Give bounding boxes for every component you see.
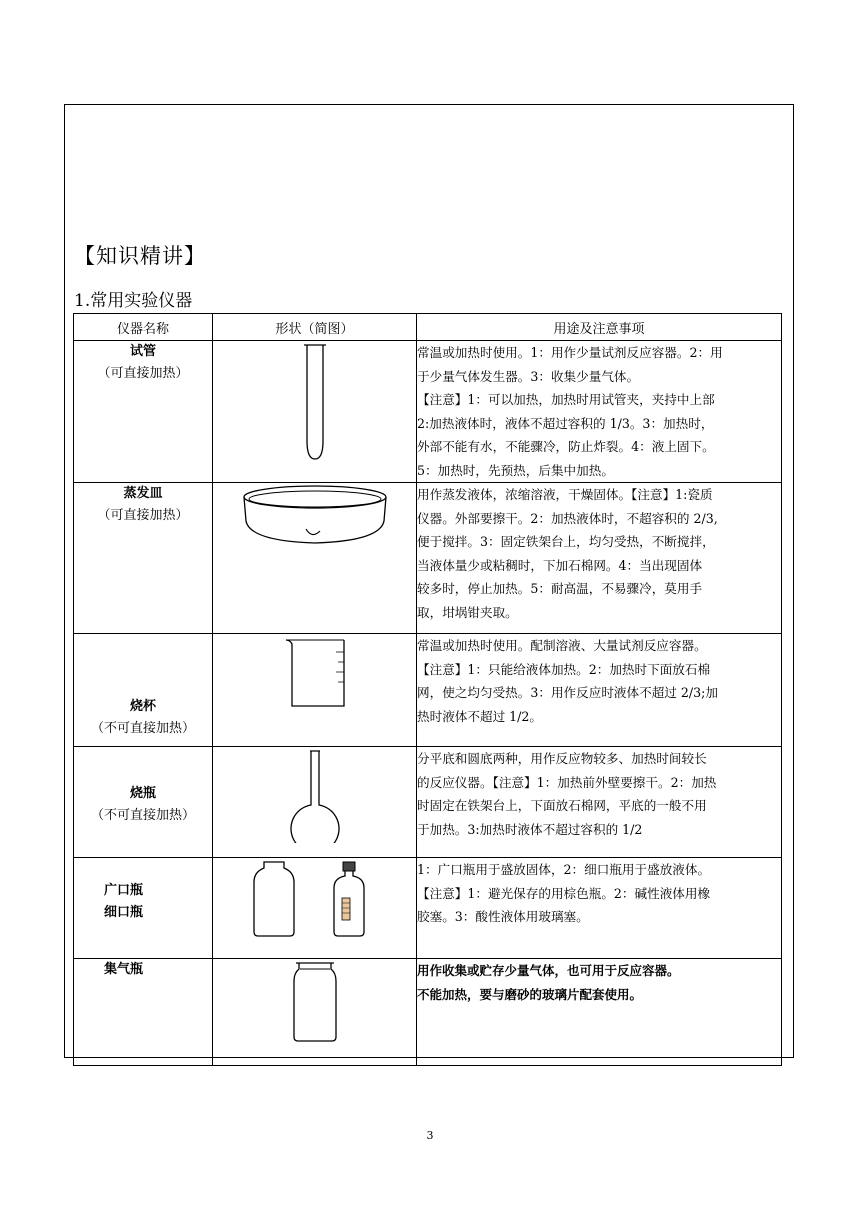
subsection-title	[74, 286, 192, 311]
page-number: 3	[426, 1129, 434, 1142]
usage-line: 用作收集或贮存少量气体，也可用于反应容器。	[417, 963, 680, 978]
usage-line: 2:加热液体时，液体不超过容积的 1/3。3：加热时，	[417, 415, 714, 431]
evaporating-dish-icon	[240, 483, 390, 549]
instrument-shape-cell	[213, 341, 417, 483]
table-row	[74, 858, 782, 959]
instrument-usage	[417, 634, 782, 747]
instrument-name-cell	[74, 341, 213, 483]
subsection-text: 常用实验仪器	[90, 291, 193, 311]
instrument-name: 试管	[129, 344, 156, 359]
instrument-shape-cell	[213, 747, 417, 858]
usage-line: 不能加热，要与磨砂的玻璃片配套使用。	[417, 986, 643, 1002]
instrument-shape-cell	[213, 483, 417, 634]
usage-line: 较多时，停止加热。5：耐高温，不易骤冷，莫用手	[417, 581, 703, 596]
instrument-name: 细口瓶	[104, 905, 144, 920]
usage-line: 【注意】1：可以加热，加热时用试管夹，夹持中上部	[417, 392, 715, 407]
subsection-number: 1.	[74, 291, 91, 311]
usage-line: 于少量气体发生器。3：收集少量气体。	[417, 368, 640, 384]
instrument-name-cell	[74, 959, 213, 1066]
instrument-table	[73, 313, 782, 1066]
instrument-shape-cell	[213, 959, 417, 1066]
header-name: 仪器名称	[74, 314, 213, 341]
usage-line: 用作蒸发液体，浓缩溶液，干燥固体。【注意】1:瓷质	[417, 487, 713, 502]
instrument-name: 蒸发皿	[123, 486, 163, 501]
header-usage: 用途及注意事项	[417, 314, 782, 341]
usage-line: 于加热。3:加热时液体不超过容积的 1/2	[417, 821, 643, 837]
instrument-name-cell	[74, 858, 213, 959]
usage-line: 仪器。外部要擦干。2：加热液体时，不超容积的 2/3,	[417, 510, 718, 526]
instrument-note: （可直接加热）	[97, 508, 189, 523]
instrument-name: 烧瓶	[129, 786, 156, 801]
instrument-usage	[417, 341, 782, 483]
table-row	[74, 959, 782, 1066]
table-row	[74, 341, 782, 483]
instrument-usage	[417, 959, 782, 1066]
table-row	[74, 634, 782, 747]
usage-line: 常温或加热时使用。配制溶液、大量试剂反应容器。	[417, 638, 707, 653]
instrument-usage	[417, 747, 782, 858]
instrument-shape-cell	[213, 858, 417, 959]
instrument-note: （不可直接加热）	[90, 721, 195, 736]
usage-line: 的反应仪器。【注意】1：加热前外壁要擦干。2：加热	[417, 774, 717, 790]
instrument-usage	[417, 858, 782, 959]
header-shape: 形状（简图）	[213, 314, 417, 341]
usage-line: 网，使之均匀受热。3：用作反应时液体不超过 2/3;加	[417, 685, 718, 700]
usage-line: 常温或加热时使用。1：用作少量试剂反应容器。2：用	[417, 345, 723, 360]
gas-jar-icon	[290, 959, 340, 1045]
usage-line: 分平底和圆底两种，用作反应物较多、加热时间较长	[417, 751, 707, 766]
table-header-row	[74, 314, 782, 341]
usage-line: 【注意】1：避光保存的用棕色瓶。2：碱性液体用橡	[417, 885, 711, 901]
usage-line: 便于搅拌。3：固定铁架台上，均匀受热，不断搅拌，	[417, 534, 715, 549]
section-title: 【知识精讲】	[74, 244, 206, 268]
usage-line: 取，坩埚钳夹取。	[417, 604, 518, 620]
instrument-name: 广口瓶	[104, 883, 144, 898]
instrument-name: 集气瓶	[104, 962, 144, 977]
usage-line: 热时液体不超过 1/2。	[417, 708, 543, 724]
table-row	[74, 747, 782, 858]
usage-line: 【注意】1：只能给液体加热。2：加热时下面放石棉	[417, 661, 711, 677]
instrument-note: （不可直接加热）	[90, 808, 195, 823]
instrument-shape-cell	[213, 634, 417, 747]
usage-line: 时固定在铁架台上，下面放石棉网，平底的一般不用	[417, 798, 707, 813]
instrument-name-cell	[74, 483, 213, 634]
flask-icon	[285, 747, 345, 843]
instrument-name-cell	[74, 634, 213, 747]
usage-line: 当液体量少或粘稠时，下加石棉网。4：当出现固体	[417, 557, 703, 573]
instrument-name-cell	[74, 747, 213, 858]
usage-line: 1：广口瓶用于盛放固体，2：细口瓶用于盛放液体。	[417, 862, 711, 877]
table-row	[74, 483, 782, 634]
usage-line: 5：加热时，先预热，后集中加热。	[417, 462, 614, 478]
beaker-icon	[280, 634, 350, 714]
usage-line: 胶塞。3：酸性液体用玻璃塞。	[417, 909, 589, 924]
instrument-usage	[417, 483, 782, 634]
usage-line: 外部不能有水，不能骤冷，防止炸裂。4：液上固下。	[417, 439, 715, 454]
instrument-name: 烧杯	[129, 699, 156, 714]
test-tube-icon	[295, 341, 335, 465]
instrument-note: （可直接加热）	[97, 366, 189, 381]
reagent-bottles-icon	[250, 858, 380, 940]
